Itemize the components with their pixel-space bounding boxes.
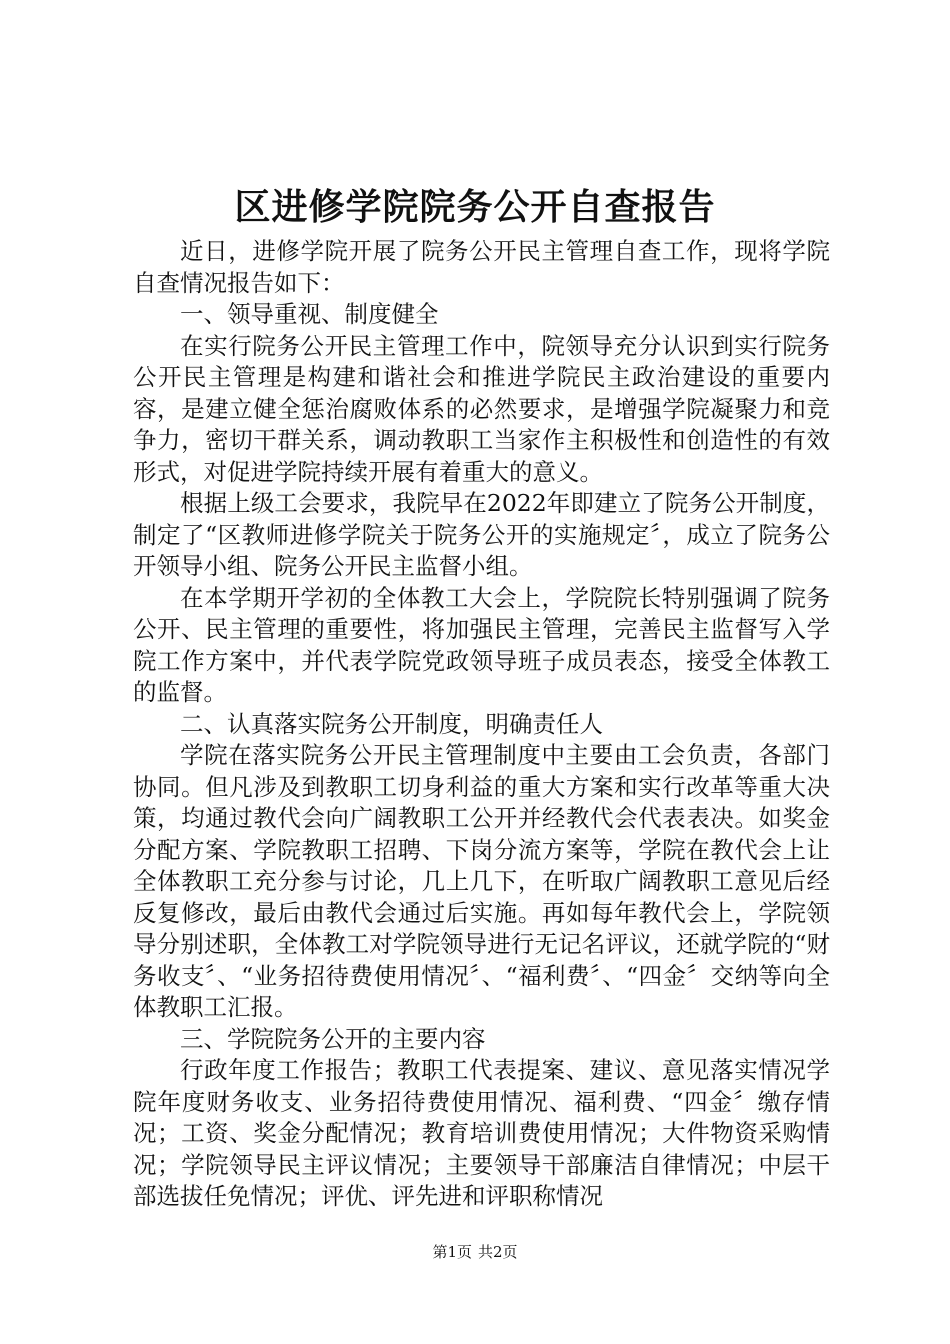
body-paragraph: 在实行院务公开民主管理工作中，院领导充分认识到实行院务公开民主管理是构建和谐社会和推进学院民主政治建设的重要内容，是建立健全惩治腐败体系的必然要求，是增强学院凝聚力和竞争力，密切干群关系，调动教职工当家作主积极性和创造性的有效形式，对促进学院持续开展有着重大的意义。	[133, 331, 830, 486]
document-title: 区进修学院院务公开自查报告	[234, 187, 716, 228]
page-total: 共2页	[478, 1243, 518, 1261]
section-heading-1: 一、领导重视、制度健全	[180, 300, 439, 328]
body-paragraph: 在本学期开学初的全体教工大会上，学院院长特别强调了院务公开、民主管理的重要性，将加强民主管理，完善民主监督写入学院工作方案中，并代表学院党政领导班子成员表态，接受全体教工的监督。	[133, 583, 830, 706]
page-footer	[0, 1242, 950, 1262]
intro-paragraph: 近日，进修学院开展了院务公开民主管理自查工作，现将学院自查情况报告如下：	[133, 237, 830, 297]
page-number: 第1页	[432, 1243, 472, 1261]
body-paragraph: 行政年度工作报告；教职工代表提案、建议、意见落实情况学院年度财务收支、业务招待费使用情况、福利费、“四金〞缴存情况；工资、奖金分配情况；教育培训费使用情况；大件物资采购情况；学院领导民主评议情况；主要领导干部廉洁自律情况；中层干部选拔任免情况；评优、评先进和评职称情况	[133, 1056, 830, 1210]
section-heading-2: 二、认真落实院务公开制度，明确责任人	[180, 709, 603, 738]
body-paragraph: 学院在落实院务公开民主管理制度中主要由工会负责，各部门协同。但凡涉及到教职工切身利益的重大方案和实行改革等重大决策，均通过教代会向广阔教职工公开并经教代会代表表决。如奖金分配方案、学院教职工招聘、下岗分流方案等，学院在教代会上让全体教职工充分参与讨论，几上几下，在听取广阔教职工意见后经反复修改，最后由教代会通过后实施。再如每年教代会上，学院领导分别述职，全体教工对学院领导进行无记名评议，还就学院的“财务收支〞、“业务招待费使用情况〞、“福利费〞、“四金〞交纳等向全体教职工汇报。	[133, 741, 830, 1021]
section-heading-3: 三、学院院务公开的主要内容	[180, 1024, 486, 1053]
body-paragraph: 根据上级工会要求，我院早在2022年即建立了院务公开制度，制定了“区教师进修学院关于院务公开的实施规定〞，成立了院务公开领导小组、院务公开民主监督小组。	[133, 489, 830, 580]
document-body	[133, 236, 830, 1213]
